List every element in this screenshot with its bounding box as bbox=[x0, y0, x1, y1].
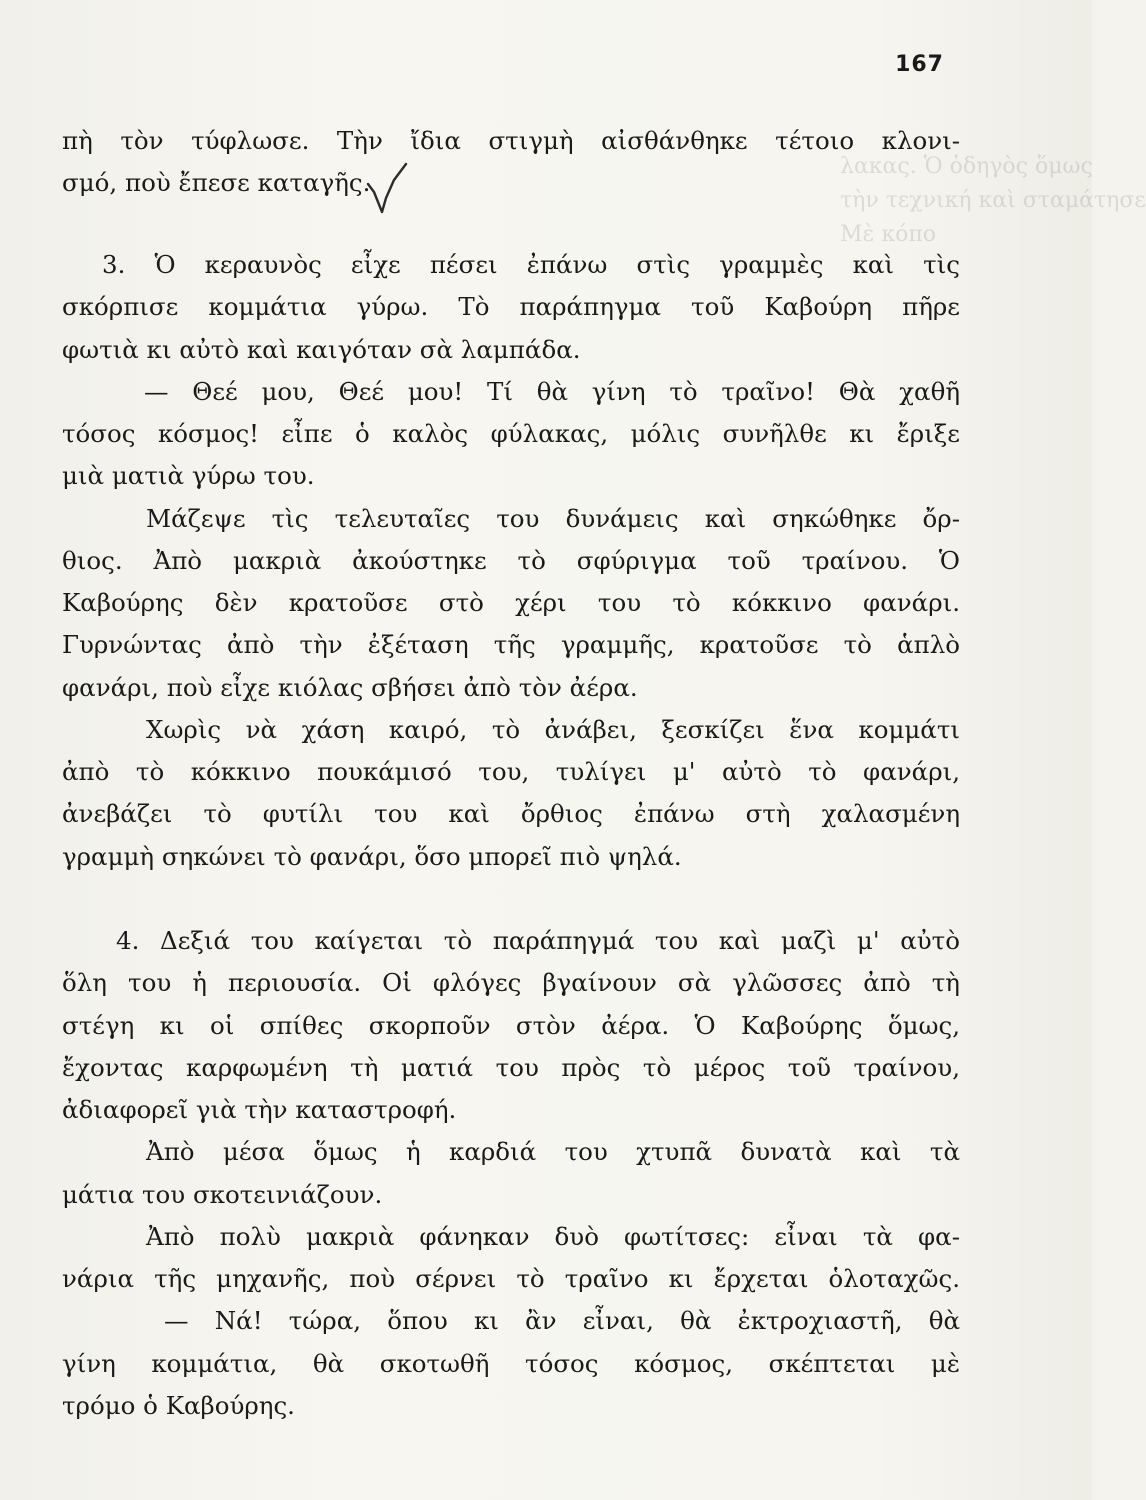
text-line: Γυρνώντας ἀπὸ τὴν ἐξέταση τῆς γραμμῆς, κρατοῦσε τὸ ἁπλὸ bbox=[62, 630, 960, 659]
text-line: σκόρπισε κομμάτια γύρω. Τὸ παράπηγμα τοῦ Καβούρη πῆρε bbox=[62, 292, 960, 321]
text-line: ὅλη του ἡ περιουσία. Οἱ φλόγες βγαίνουν σὰ γλῶσσες ἀπὸ τὴ bbox=[62, 968, 960, 997]
text-line: στέγη κι οἱ σπίθες σκορποῦν στὸν ἀέρα. Ὁ Καβούρης ὅμως, bbox=[62, 1011, 960, 1040]
text-line: φανάρι, ποὺ εἶχε κιόλας σβήσει ἀπὸ τὸν ἀέρα. bbox=[62, 673, 638, 702]
text-line: Καβούρης δὲν κρατοῦσε στὸ χέρι του τὸ κόκκινο φανάρι. bbox=[62, 588, 960, 617]
text-line: ἀπὸ τὸ κόκκινο πουκάμισό του, τυλίγει μ' αὐτὸ τὸ φανάρι, bbox=[62, 757, 960, 786]
text-line: σμό, ποὺ ἔπεσε καταγῆς. bbox=[62, 168, 371, 197]
text-line: ἀδιαφορεῖ γιὰ τὴν καταστροφή. bbox=[62, 1095, 457, 1124]
text-line: 3. Ὁ κεραυνὸς εἶχε πέσει ἐπάνω στὶς γραμμὲς καὶ τὶς bbox=[102, 250, 960, 279]
text-line: φωτιὰ κι αὐτὸ καὶ καιγόταν σὰ λαμπάδα. bbox=[62, 335, 581, 364]
text-line: ἔχοντας καρφωμένη τὴ ματιά του πρὸς τὸ μέρος τοῦ τραίνου, bbox=[62, 1053, 960, 1082]
text-line: Χωρὶς νὰ χάση καιρό, τὸ ἀνάβει, ξεσκίζει ἕνα κομμάτι bbox=[146, 715, 960, 744]
bleed-through-line: Μὲ κόπο bbox=[840, 222, 937, 247]
text-line: νάρια τῆς μηχανῆς, ποὺ σέρνει τὸ τραῖνο κι ἔρχεται ὁλοταχῶς. bbox=[62, 1264, 960, 1293]
text-line: Ἀπὸ πολὺ μακριὰ φάνηκαν δυὸ φωτίτσες: εἶναι τὰ φα- bbox=[146, 1222, 960, 1251]
text-line: 4. Δεξιά του καίγεται τὸ παράπηγμά του καὶ μαζὶ μ' αὐτὸ bbox=[116, 926, 960, 955]
text-line: — Θεέ μου, Θεέ μου! Τί θὰ γίνη τὸ τραῖνο! Θὰ χαθῆ bbox=[144, 377, 960, 406]
text-line: τόσος κόσμος! εἶπε ὁ καλὸς φύλακας, μόλις συνῆλθε κι ἔριξε bbox=[62, 419, 960, 448]
handwritten-check-mark bbox=[362, 162, 412, 216]
bleed-through-line: τὴν τεχνική καὶ σταμάτησε bbox=[840, 188, 1146, 213]
bleed-through-line: λακας. Ὁ ὁδηγὸς ὅμως bbox=[840, 154, 1093, 179]
text-line: Ἀπὸ μέσα ὅμως ἡ καρδιά του χτυπᾶ δυνατὰ καὶ τὰ bbox=[146, 1137, 960, 1166]
text-line: τρόμο ὁ Καβούρης. bbox=[62, 1391, 295, 1420]
text-line: μάτια του σκοτεινιάζουν. bbox=[62, 1180, 383, 1209]
text-line: πὴ τὸν τύφλωσε. Τὴν ἴδια στιγμὴ αἰσθάνθηκε τέτοιο κλονι- bbox=[62, 126, 960, 155]
text-line: Μάζεψε τὶς τελευταῖες του δυνάμεις καὶ σηκώθηκε ὄρ- bbox=[146, 504, 960, 533]
page-number: 167 bbox=[895, 52, 944, 77]
text-line: μιὰ ματιὰ γύρω του. bbox=[62, 461, 315, 490]
text-line: — Νά! τώρα, ὅπου κι ἂν εἶναι, θὰ ἐκτροχιαστῆ, θὰ bbox=[164, 1306, 960, 1335]
text-line: γραμμὴ σηκώνει τὸ φανάρι, ὅσο μπορεῖ πιὸ ψηλά. bbox=[62, 842, 682, 871]
text-line: θιος. Ἀπὸ μακριὰ ἀκούστηκε τὸ σφύριγμα τοῦ τραίνου. Ὁ bbox=[62, 546, 960, 575]
text-line: ἀνεβάζει τὸ φυτίλι του καὶ ὄρθιος ἐπάνω στὴ χαλασμένη bbox=[62, 799, 960, 828]
text-line: γίνη κομμάτια, θὰ σκοτωθῆ τόσος κόσμος, σκέπτεται μὲ bbox=[62, 1349, 960, 1378]
